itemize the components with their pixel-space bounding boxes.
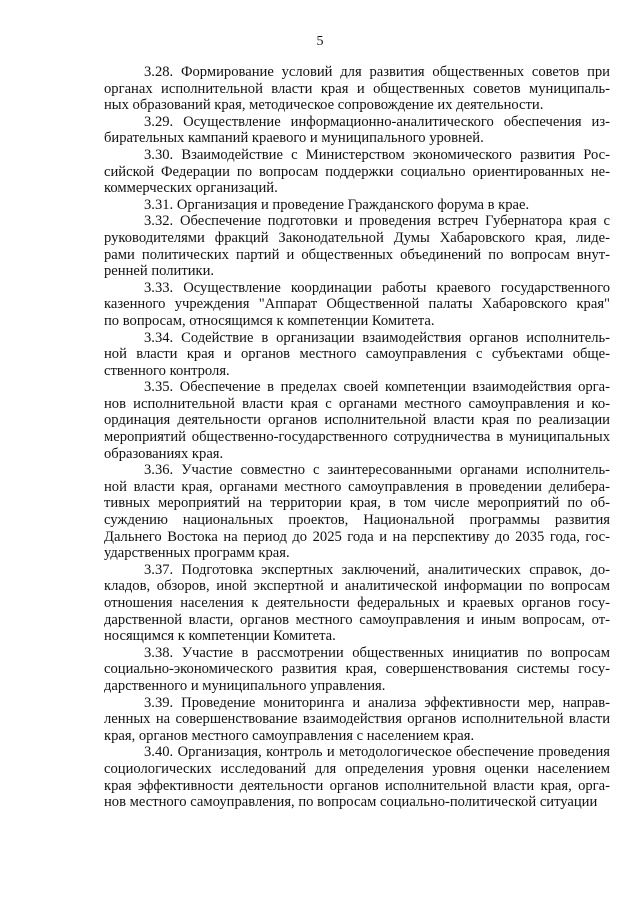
paragraph-line: ственного контроля. <box>104 362 230 379</box>
paragraph-3-39 <box>104 695 610 745</box>
paragraph-line: дарственной власти, органов местного самоуправления и иным вопросам, от- <box>104 611 610 628</box>
paragraph-line: Дальнего Востока на период до 2025 года и на перспективу до 2035 года, гос- <box>104 528 610 545</box>
paragraph-line: ударственных программ края. <box>104 545 290 562</box>
paragraph-3-29 <box>104 114 610 147</box>
paragraph-line: нов местного самоуправления, по вопросам социально-политической ситуации <box>104 794 598 811</box>
paragraph-line: образованиях края. <box>104 445 224 462</box>
paragraph-line: 3.36. Участие совместно с заинтересованными органами исполнитель- <box>144 462 610 479</box>
paragraph-line: 3.28. Формирование условий для развития общественных советов при <box>144 64 610 80</box>
paragraph-line: казенного учреждения "Аппарат Общественной палаты Хабаровского края" <box>104 296 610 313</box>
paragraph-line: края, органов местного самоуправления с населением края. <box>104 727 475 744</box>
paragraph-line: 3.34. Содействие в организации взаимодействия органов исполнитель- <box>144 329 610 346</box>
paragraph-line: 3.29. Осуществление информационно-аналитического обеспечения из- <box>144 113 610 130</box>
paragraph-3-33 <box>104 280 610 330</box>
paragraph-line: мероприятий общественно-государственного сотрудничества в муниципальных <box>104 429 610 446</box>
paragraph-line: ленных на совершенствование взаимодействия органов исполнительной власти <box>104 711 610 728</box>
paragraph-line: отношения населения к деятельности федеральных и краевых органов госу- <box>104 595 610 611</box>
paragraph-3-30 <box>104 147 610 197</box>
paragraph-line: края эффективности деятельности органов исполнительной власти края, орга- <box>104 777 610 794</box>
paragraph-3-31 <box>104 197 610 214</box>
paragraph-line: коммерческих организаций. <box>104 180 278 197</box>
paragraph-line: ных образований края, методическое сопровождение их деятельности. <box>104 97 544 114</box>
paragraph-line: 3.38. Участие в рассмотрении общественных инициатив по вопросам <box>144 644 610 661</box>
paragraph-line: 3.40. Организация, контроль и методологическое обеспечение проведения <box>144 744 610 761</box>
paragraph-line: 3.35. Обеспечение в пределах своей компетенции взаимодействия орга- <box>144 379 610 396</box>
document-body <box>104 64 610 811</box>
paragraph-line: тивных мероприятий на территории края, в том числе мероприятий по об- <box>104 495 610 512</box>
paragraph-line: ной власти края и органов местного самоуправления с субъектами обще- <box>104 346 610 363</box>
paragraph-line: кладов, обзоров, иной экспертной и аналитической информации по вопросам <box>104 578 610 595</box>
paragraph-3-35 <box>104 379 610 462</box>
paragraph-line: руководителями фракций Законодательной Думы Хабаровского края, лиде- <box>104 229 610 246</box>
paragraph-line: нов исполнительной власти края с органами местного самоуправления и ко- <box>104 395 610 412</box>
paragraph-3-28 <box>104 64 610 114</box>
paragraph-line: 3.33. Осуществление координации работы краевого государственного <box>144 279 610 296</box>
paragraph-line: ной власти края, органами местного самоуправления в проведении делибера- <box>104 478 610 495</box>
paragraph-line: дарственного и муниципального управления. <box>104 677 386 694</box>
paragraph-line: 3.39. Проведение мониторинга и анализа эффективности мер, направ- <box>144 694 610 711</box>
paragraph-line: органах исполнительной власти края и общественных советов муниципаль- <box>104 80 610 97</box>
paragraph-line: 3.32. Обеспечение подготовки и проведения встреч Губернатора края с <box>144 213 610 230</box>
paragraph-3-36 <box>104 462 610 562</box>
paragraph-3-34 <box>104 330 610 380</box>
paragraph-line: суждению национальных проектов, Национальной программы развития <box>104 512 610 529</box>
paragraph-3-40 <box>104 744 610 810</box>
paragraph-line: рами политических партий и общественных объединений по вопросам внут- <box>104 246 610 263</box>
paragraph-3-38 <box>104 645 610 695</box>
paragraph-line: 3.30. Взаимодействие с Министерством экономического развития Рос- <box>144 146 610 163</box>
paragraph-line: ренней политики. <box>104 263 215 280</box>
paragraph-line: 3.37. Подготовка экспертных заключений, аналитических справок, до- <box>144 561 610 578</box>
paragraph-line: социологических исследований для определения уровня оценки населением <box>104 760 610 777</box>
page-number: 5 <box>316 34 324 49</box>
paragraph-line: носящимся к компетенции Комитета. <box>104 628 336 645</box>
paragraph-line: 3.31. Организация и проведение Гражданского форума в крае. <box>144 196 530 213</box>
paragraph-3-37 <box>104 562 610 645</box>
paragraph-line: бирательных кампаний краевого и муниципального уровней. <box>104 130 484 147</box>
paragraph-3-32 <box>104 213 610 279</box>
paragraph-line: ординация деятельности органов исполнительной власти края по реализации <box>104 412 610 429</box>
paragraph-line: по вопросам, относящимся к компетенции Комитета. <box>104 312 435 329</box>
paragraph-line: социально-экономического развития края, совершенствования системы госу- <box>104 661 610 678</box>
paragraph-line: сийской Федерации по вопросам поддержки социально ориентированных не- <box>104 163 610 180</box>
